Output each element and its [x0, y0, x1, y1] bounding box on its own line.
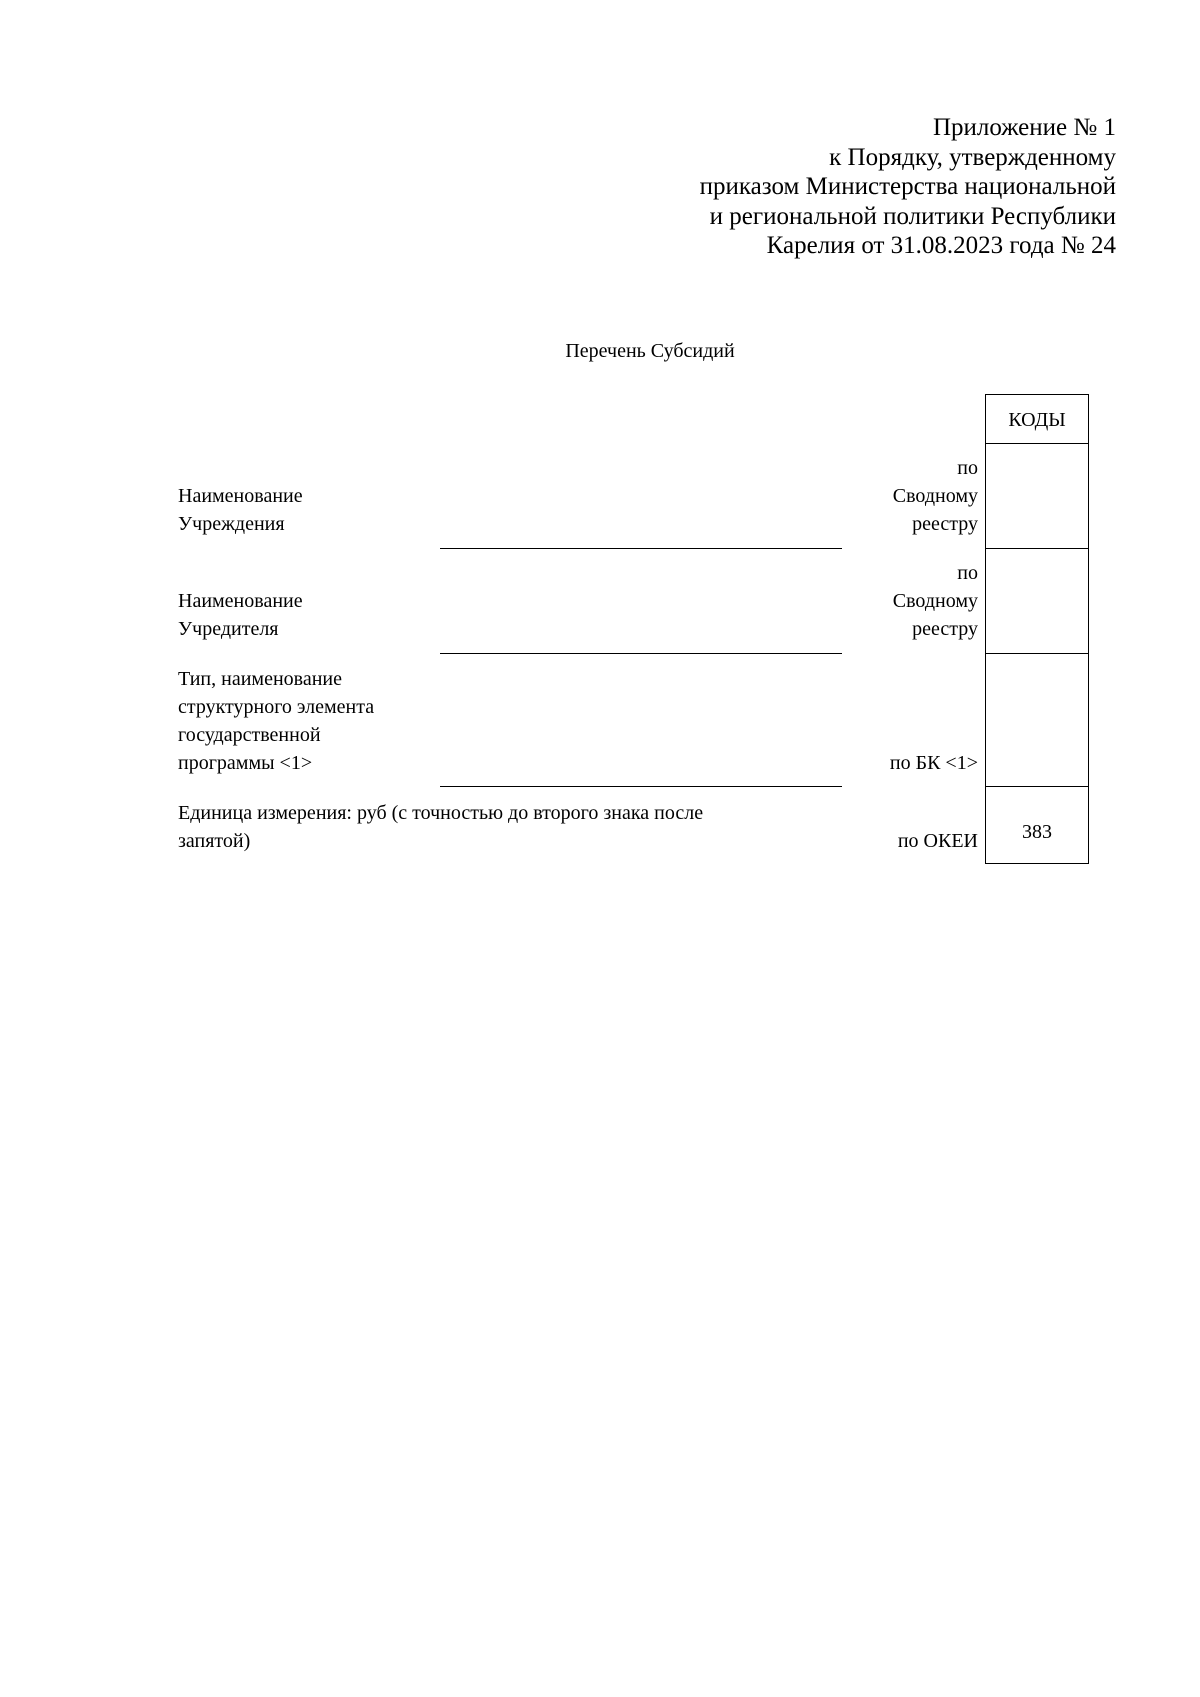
- codes-header: КОДЫ: [1008, 409, 1066, 431]
- program-element-line: [440, 786, 842, 787]
- appendix-line: приказом Министерства национальной: [699, 173, 1116, 200]
- code-value-okei: 383: [1022, 821, 1052, 843]
- label-founder-name: Наименование Учредителя: [178, 590, 303, 640]
- codes-header-cell: [986, 395, 1088, 444]
- hint-bk: по БК <1>: [889, 752, 978, 774]
- code-cell-founder-registry: [986, 549, 1088, 654]
- appendix-line: Приложение № 1: [932, 114, 1116, 141]
- document-title: Перечень Субсидий: [565, 340, 735, 362]
- hint-founder-registry: по Сводному реестру: [892, 562, 978, 640]
- label-institution-name: Наименование Учреждения: [178, 485, 303, 535]
- code-cell-okei: [986, 787, 1088, 865]
- institution-name-line: [440, 548, 842, 549]
- hint-okei: по ОКЕИ: [897, 830, 978, 852]
- code-cell-bk: [986, 654, 1088, 787]
- codes-table: [985, 394, 1089, 864]
- label-unit-of-measure: Единица измерения: руб (с точностью до второго знака после запятой): [178, 802, 704, 852]
- code-cell-institution-registry: [986, 444, 1088, 549]
- appendix-line: Карелия от 31.08.2023 года № 24: [766, 232, 1116, 259]
- label-program-element: Тип, наименование структурного элемента государственной программы <1>: [178, 668, 375, 774]
- appendix-header: [516, 113, 1116, 261]
- appendix-line: к Порядку, утвержденному: [829, 143, 1116, 171]
- hint-institution-registry: по Сводному реестру: [892, 457, 978, 535]
- appendix-line: и региональной политики Республики: [709, 202, 1116, 230]
- founder-name-line: [440, 653, 842, 654]
